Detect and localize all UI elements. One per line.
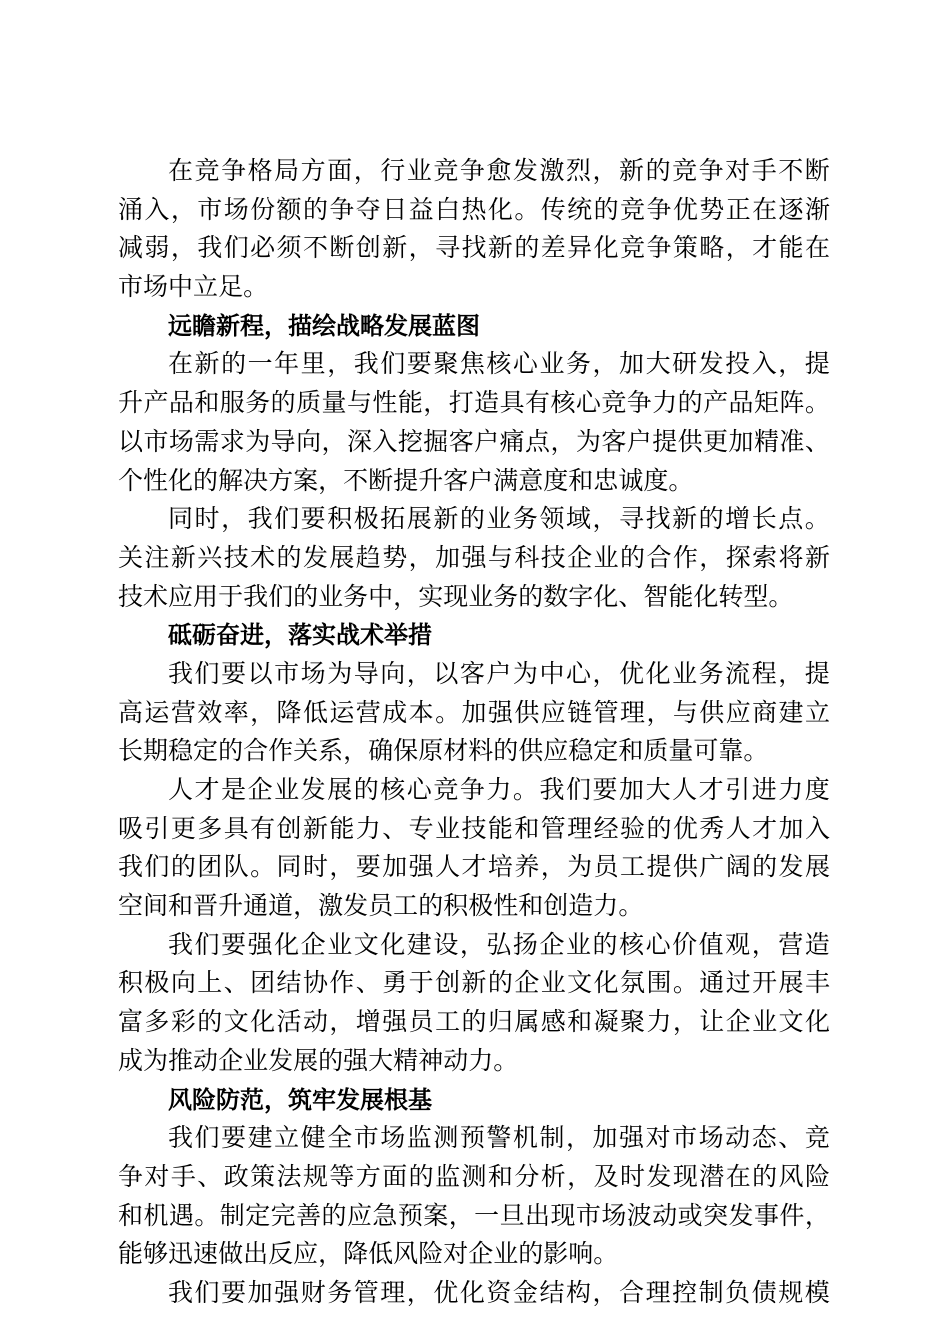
paragraph-line: 吸 引 更 多 具 有 创 新 能 力 、 专 业 技 能 和 管 理 经 验 的 优 秀 人 才 加 入 [118,813,830,843]
paragraph-line: 高 运 营 效 率 ， 降 低 运 营 成 本 。 加 强 供 应 链 管 理 ， 与 供 应 商 建 立 [118,697,830,727]
paragraph-line: 市 场 中 立 足 。 [118,272,269,302]
paragraph-line: 技 术 应 用 于 我 们 的 业 务 中 ， 实 现 业 务 的 数 字 化 、 智 能 化 转 型 。 [118,581,794,611]
paragraph-line: 个 性 化 的 解 决 方 案 ， 不 断 提 升 客 户 满 意 度 和 忠 诚 度 。 [118,465,694,495]
paragraph-line: 能 够 迅 速 做 出 反 应 ， 降 低 风 险 对 企 业 的 影 响 。 [118,1239,619,1269]
paragraph-line: 以 市 场 需 求 为 导 向 ， 深 入 挖 掘 客 户 痛 点 ， 为 客 户 提 供 更 加 精 准 、 [118,426,830,456]
paragraph-line: 富 多 彩 的 文 化 活 动 ， 增 强 员 工 的 归 属 感 和 凝 聚 力 ， 让 企 业 文 化 [118,1007,830,1037]
paragraph-line: 减 弱 ， 我 们 必 须 不 断 创 新 ， 寻 找 新 的 差 异 化 竞 争 策 略 ， 才 能 在 [118,233,830,263]
paragraph-line: 空 间 和 晋 升 通 道 ， 激 发 员 工 的 积 极 性 和 创 造 力 。 [118,891,644,921]
section-heading: 砥砺奋进，落实战术举措 [168,621,432,650]
paragraph-line: 长 期 稳 定 的 合 作 关 系 ， 确 保 原 材 料 的 供 应 稳 定 和 质 量 可 靠 。 [118,736,769,766]
paragraph-line: 我 们 的 团 队 。 同 时 ， 要 加 强 人 才 培 养 ， 为 员 工 提 供 广 阔 的 发 展 [118,852,830,882]
paragraph-line: 成 为 推 动 企 业 发 展 的 强 大 精 神 动 力 。 [118,1045,519,1075]
paragraph-line: 人 才 是 企 业 发 展 的 核 心 竞 争 力 。 我 们 要 加 大 人 才 引 进 力 度 [168,775,830,804]
paragraph-line: 争 对 手 、 政 策 法 规 等 方 面 的 监 测 和 分 析 ， 及 时 发 现 潜 在 的 风 险 [118,1161,830,1191]
paragraph-line: 我 们 要 以 市 场 为 导 向 ， 以 客 户 为 中 心 ， 优 化 业 务 流 程 ， 提 [168,658,830,688]
paragraph-line: 在 新 的 一 年 里 ， 我 们 要 聚 焦 核 心 业 务 ， 加 大 研 发 投 入 ， 提 [168,349,830,379]
paragraph-line: 涌 入 ， 市 场 份 额 的 争 夺 日 益 白 热 化 。 传 统 的 竞 争 优 势 正 在 逐 渐 [118,194,830,224]
document-page [118,152,830,1313]
paragraph-line: 关 注 新 兴 技 术 的 发 展 趋 势 ， 加 强 与 科 技 企 业 的 合 作 ， 探 索 将 新 [118,542,830,572]
paragraph-line: 升 产 品 和 服 务 的 质 量 与 性 能 ， 打 造 具 有 核 心 竞 争 力 的 产 品 矩 阵 。 [118,388,830,418]
paragraph-line: 在 竞 争 格 局 方 面 ， 行 业 竞 争 愈 发 激 烈 ， 新 的 竞 争 对 手 不 断 [168,156,830,185]
paragraph-line: 我 们 要 建 立 健 全 市 场 监 测 预 警 机 制 ， 加 强 对 市 场 动 态 、 竞 [168,1123,830,1153]
paragraph-line: 我 们 要 强 化 企 业 文 化 建 设 ， 弘 扬 企 业 的 核 心 价 值 观 ， 营 造 [168,929,830,959]
paragraph-line: 同 时 ， 我 们 要 积 极 拓 展 新 的 业 务 领 域 ， 寻 找 新 的 增 长 点 。 [168,504,830,534]
paragraph-line: 我 们 要 加 强 财 务 管 理 ， 优 化 资 金 结 构 ， 合 理 控 制 负 债 规 模 [168,1277,830,1307]
paragraph-line: 积 极 向 上 、 团 结 协 作 、 勇 于 创 新 的 企 业 文 化 氛 围 。 通 过 开 展 丰 [118,968,830,998]
section-heading: 风险防范，筑牢发展根基 [168,1085,432,1114]
paragraph-line: 和 机 遇 。 制 定 完 善 的 应 急 预 案 ， 一 旦 出 现 市 场 波 动 或 突 发 事 件 ， [118,1200,830,1230]
section-heading: 远瞻新程，描绘战略发展蓝图 [168,311,480,340]
